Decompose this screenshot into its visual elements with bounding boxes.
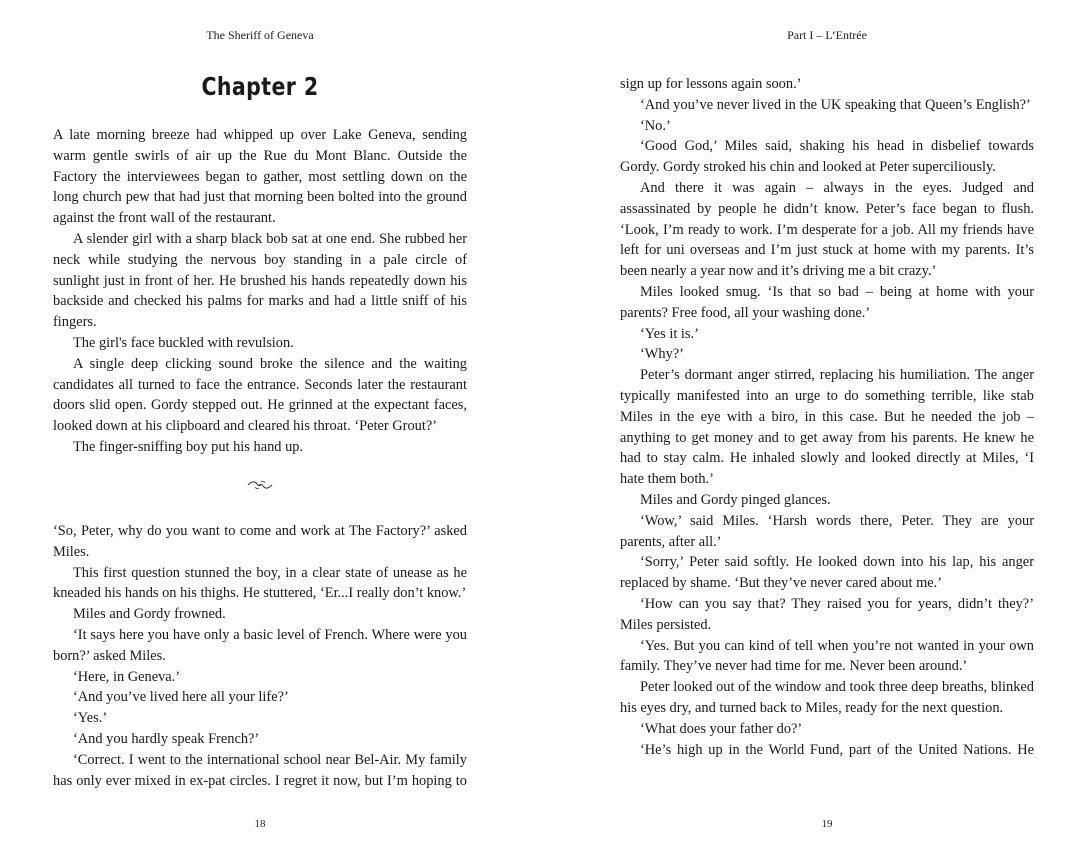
paragraph: ‘So, Peter, why do you want to come and work at The Factory?’ asked Miles. xyxy=(53,523,467,560)
paragraph: ‘Sorry,’ Peter said softly. He looked down into his lap, his anger replaced by shame. ‘But they’ve never cared about me.’ xyxy=(620,554,1034,592)
paragraph: ‘It says here you have only a basic level of French. Where were you born?’ asked Miles. xyxy=(53,626,467,664)
paragraph: Miles looked smug. ‘Is that so bad – being at home with your parents? Free food, all your washing done.’ xyxy=(620,283,1034,321)
paragraph: Peter looked out of the window and took three deep breaths, blinked his eyes dry, and turned back to Miles, ready for the next question. xyxy=(620,679,1034,716)
paragraph: ‘Yes it is.’ xyxy=(640,325,699,342)
running-head-part-title: Part I – L’Entrée xyxy=(787,28,867,42)
paragraph: ‘Yes. But you can kind of tell when you’re not wanted in your own family. They’ve never had time for me. Never been around.’ xyxy=(620,637,1034,675)
page-number-right: 19 xyxy=(821,818,833,830)
body-text-block-2 xyxy=(53,521,467,791)
page-number-left: 18 xyxy=(254,818,266,830)
paragraph: ‘Correct. I went to the international school near Bel-Air. My family has only ever mixed in ex-pat circles. I regret it now, but I’m hoping to xyxy=(53,751,467,789)
paragraph: ‘Here, in Geneva.’ xyxy=(73,668,181,685)
paragraph: ‘And you’ve never lived in the UK speaking that Queen’s English?’ xyxy=(640,96,1031,113)
body-text-block-1 xyxy=(53,125,467,458)
body-text-right xyxy=(620,74,1034,760)
paragraph: Miles and Gordy pinged glances. xyxy=(640,491,831,508)
paragraph: ‘Why?’ xyxy=(640,346,684,363)
paragraph: ‘No.’ xyxy=(640,117,671,134)
paragraph: A slender girl with a sharp black bob sat at one end. She rubbed her neck while studying the nervous boy standing in a pale circle of sunlight just in front of her. He brushed his hands repeatedly down his backside and checked his palms for marks and had a little sniff of his fingers. xyxy=(53,230,467,331)
left-page xyxy=(53,0,467,850)
paragraph: ‘Wow,’ said Miles. ‘Harsh words there, Peter. They are your parents, after all.’ xyxy=(620,512,1034,550)
paragraph: ‘Yes.’ xyxy=(73,710,108,727)
paragraph: This first question stunned the boy, in a clear state of unease as he kneaded his hands on his thighs. He stuttered, ‘Er...I really don’t know.’ xyxy=(53,564,467,602)
paragraph: ‘And you hardly speak French?’ xyxy=(73,730,260,747)
paragraph: Miles and Gordy frowned. xyxy=(73,606,226,623)
paragraph: sign up for lessons again soon.’ xyxy=(620,76,802,92)
chapter-title: Chapter 2 xyxy=(201,72,319,101)
paragraph: ‘He’s high up in the World Fund, part of the United Nations. He xyxy=(640,741,1034,758)
paragraph: A single deep clicking sound broke the silence and the waiting candidates all turned to face the entrance. Seconds later the restaurant doors slid open. Gordy stepped out. He grinned at the expectant faces, looked down at his clipboard and cleared his throat. ‘Peter Grout?’ xyxy=(53,355,467,435)
paragraph: Peter’s dormant anger stirred, replacing his humiliation. The anger typically manifested into an urge to do something terrible, like stab Miles in the eye with a biro, in this case. But he needed the job – anything to get money and to get away from his parents. He knew he had to stay calm. He inhaled slowly and looked directly at Miles, ‘I hate them both.’ xyxy=(620,367,1034,488)
right-page xyxy=(620,0,1034,850)
running-head-book-title: The Sheriff of Geneva xyxy=(206,28,314,42)
paragraph: ‘And you’ve lived here all your life?’ xyxy=(73,689,289,706)
paragraph: A late morning breeze had whipped up over Lake Geneva, sending warm gentle swirls of air up the Rue du Mont Blanc. Outside the Factory the interviewees began to gather, most settling down on the long church pew that had just that morning been bolted into the ground against the front wall of the restaurant. xyxy=(53,127,467,227)
paragraph: ‘Good God,’ Miles said, shaking his head in disbelief towards Gordy. Gordy stroked his chin and looked at Peter superciliously. xyxy=(620,138,1034,176)
paragraph: The finger-sniffing boy put his hand up. xyxy=(73,438,304,455)
paragraph: ‘How can you say that? They raised you for years, didn’t they?’ Miles persisted. xyxy=(620,595,1034,633)
paragraph: The girl's face buckled with revulsion. xyxy=(73,334,294,351)
scene-break-ornament-icon xyxy=(53,478,467,498)
paragraph: And there it was again – always in the eyes. Judged and assassinated by people he didn’t know. Peter’s face began to flush. ‘Look, I’m ready to work. I’m desperate for a job. All my friends have left for uni overseas and I’m just stuck at home with my parents. It’s been nearly a year now and it’s driving me a bit crazy.’ xyxy=(620,179,1034,280)
paragraph: ‘What does your father do?’ xyxy=(640,720,803,737)
